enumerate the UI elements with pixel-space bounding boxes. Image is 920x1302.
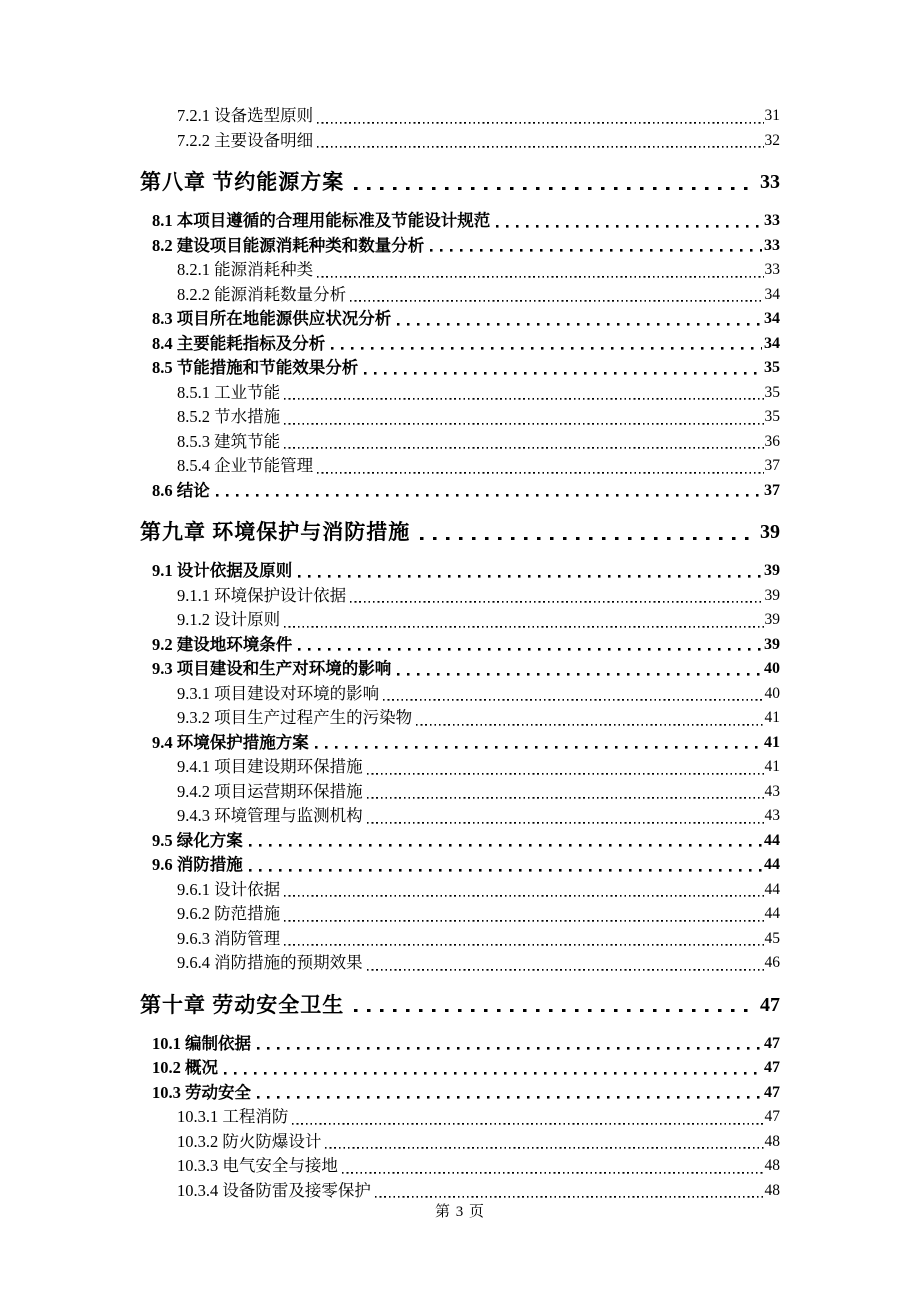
toc-entry-page: 47 (764, 1034, 780, 1052)
dot-leader (257, 1032, 762, 1057)
toc-entry-label: 8.4 主要能耗指标及分析 (152, 333, 326, 353)
toc-entry[interactable] (177, 454, 780, 479)
dot-leader (249, 829, 762, 854)
dot-leader (292, 1105, 763, 1130)
dot-leader (284, 878, 763, 903)
toc-entry[interactable] (140, 990, 780, 1020)
toc-entry-label: 9.6.2 防范措施 (177, 904, 281, 923)
dot-leader (284, 405, 763, 430)
toc-entry[interactable] (177, 1105, 780, 1130)
toc-entry[interactable] (177, 283, 780, 308)
toc-entry-label: 9.6 消防措施 (152, 855, 243, 874)
dot-leader (257, 1081, 762, 1106)
dot-leader (367, 951, 764, 976)
dot-leader (298, 633, 762, 658)
toc-entry-page: 35 (764, 383, 780, 401)
toc-entry[interactable] (177, 706, 780, 731)
toc-entry-page: 41 (764, 733, 780, 751)
toc-entry-label: 9.4 环境保护措施方案 (152, 732, 309, 752)
toc-entry-page: 37 (764, 481, 780, 499)
toc-entry[interactable] (152, 332, 780, 357)
toc-entry-page: 32 (764, 131, 780, 149)
dot-leader (331, 332, 762, 357)
toc-entry-page: 31 (764, 107, 780, 124)
toc-entry-page: 47 (764, 1059, 780, 1076)
toc-entry-label: 8.5.3 建筑节能 (177, 431, 281, 451)
dot-leader (350, 584, 763, 609)
dot-leader (325, 1130, 763, 1155)
toc-entry-page: 40 (764, 660, 780, 677)
toc-entry-label: 8.5.2 节水措施 (177, 407, 281, 426)
toc-entry[interactable] (177, 780, 780, 805)
toc-entry-label: 10.2 概况 (152, 1058, 218, 1077)
toc-entry[interactable] (177, 927, 780, 952)
toc-entry-label: 9.4.2 项目运营期环保措施 (177, 781, 363, 801)
toc-entry[interactable] (152, 479, 780, 504)
toc-entry-label: 第八章 节约能源方案 (140, 170, 345, 194)
dot-leader (317, 129, 763, 154)
toc-entry[interactable] (152, 657, 780, 682)
dot-leader (284, 902, 763, 927)
toc-entry[interactable] (140, 517, 780, 547)
toc-entry-page: 48 (764, 1132, 780, 1150)
page-number-label: 第 3 页 (434, 1204, 485, 1220)
toc-entry[interactable] (140, 167, 780, 197)
toc-entry-page: 33 (764, 261, 780, 278)
toc-entry-page: 47 (760, 993, 780, 1016)
toc-entry-page: 45 (764, 929, 780, 947)
toc-entry-page: 48 (764, 1157, 780, 1174)
dot-leader (298, 559, 762, 584)
toc-entry[interactable] (177, 258, 780, 283)
toc-entry-page: 44 (764, 856, 780, 873)
toc-entry-label: 10.3.2 防火防爆设计 (177, 1131, 322, 1151)
toc-entry-label: 10.3.1 工程消防 (177, 1107, 289, 1126)
toc-entry-label: 7.2.2 主要设备明细 (177, 130, 314, 150)
toc-entry[interactable] (152, 853, 780, 878)
toc-entry[interactable] (152, 1032, 780, 1057)
toc-entry-page: 34 (764, 334, 780, 352)
dot-leader (350, 283, 763, 308)
toc-entry-label: 10.3 劳动安全 (152, 1082, 251, 1102)
dot-leader (416, 706, 763, 731)
toc-entry-label: 9.3 项目建设和生产对环境的影响 (152, 659, 392, 678)
dot-leader (364, 356, 762, 381)
toc-entry-page: 37 (764, 457, 780, 474)
toc-entry-label: 9.6.1 设计依据 (177, 879, 281, 899)
toc-entry[interactable] (177, 1154, 780, 1179)
toc-entry-label: 8.2 建设项目能源消耗种类和数量分析 (152, 235, 425, 255)
toc-entry[interactable] (177, 755, 780, 780)
toc-entry-label: 10.1 编制依据 (152, 1033, 251, 1053)
toc-entry[interactable] (177, 129, 780, 154)
toc-entry-label: 9.5 绿化方案 (152, 830, 243, 850)
toc-entry-page: 43 (764, 782, 780, 800)
toc-entry-page: 39 (764, 586, 780, 604)
toc-entry-page: 48 (764, 1181, 780, 1199)
toc-entry-page: 44 (764, 831, 780, 849)
toc-entry-label: 9.3.2 项目生产过程产生的污染物 (177, 708, 413, 727)
dot-leader (284, 381, 763, 406)
toc-entry[interactable] (152, 234, 780, 259)
toc-entry[interactable] (177, 381, 780, 406)
toc-entry-page: 39 (764, 611, 780, 628)
toc-entry[interactable] (177, 951, 780, 976)
toc-entry[interactable] (152, 559, 780, 584)
toc-entry-label: 9.2 建设地环境条件 (152, 634, 293, 654)
dot-leader (430, 234, 762, 259)
toc-entry-page: 47 (764, 1108, 780, 1125)
toc-entry-label: 8.6 结论 (152, 480, 210, 500)
toc-entry[interactable] (177, 430, 780, 455)
toc-entry-label: 8.3 项目所在地能源供应状况分析 (152, 309, 392, 328)
toc-entry-page: 47 (764, 1083, 780, 1101)
toc-entry-label: 第十章 劳动安全卫生 (140, 992, 345, 1017)
toc-entry[interactable] (152, 209, 780, 234)
toc-entry-label: 9.4.1 项目建设期环保措施 (177, 757, 363, 776)
toc-entry-label: 9.6.4 消防措施的预期效果 (177, 953, 363, 972)
toc-entry[interactable] (152, 1081, 780, 1106)
dot-leader (317, 104, 763, 129)
toc-entry-page: 46 (764, 954, 780, 971)
toc-entry[interactable] (177, 878, 780, 903)
toc-entry[interactable] (152, 731, 780, 756)
dot-leader (284, 430, 763, 455)
dot-leader (354, 167, 756, 197)
toc-entry-page: 41 (764, 709, 780, 726)
toc-entry-label: 7.2.1 设备选型原则 (177, 106, 314, 125)
dot-leader (315, 731, 762, 756)
toc-entry-label: 9.6.3 消防管理 (177, 928, 281, 948)
toc-entry[interactable] (177, 405, 780, 430)
toc-entry-page: 35 (764, 408, 780, 425)
toc-entry-label: 9.1 设计依据及原则 (152, 561, 293, 580)
dot-leader (224, 1056, 762, 1081)
toc-entry-page: 35 (764, 359, 780, 376)
toc-entry-page: 39 (764, 562, 780, 579)
toc-entry-label: 8.5.1 工业节能 (177, 382, 281, 402)
toc-entry-label: 10.3.4 设备防雷及接零保护 (177, 1180, 371, 1200)
dot-leader (249, 853, 762, 878)
dot-leader (284, 608, 763, 633)
toc-entry-page: 34 (764, 285, 780, 303)
toc-entry[interactable] (177, 902, 780, 927)
toc-entry-page: 33 (760, 171, 780, 193)
dot-leader (367, 755, 764, 780)
toc-entry[interactable] (177, 608, 780, 633)
toc-entry-label: 9.4.3 环境管理与监测机构 (177, 806, 363, 825)
toc-entry-label: 9.1.1 环境保护设计依据 (177, 585, 347, 605)
toc-entry[interactable] (152, 633, 780, 658)
toc-entry-page: 39 (764, 635, 780, 653)
page-footer (0, 1200, 920, 1221)
toc-entry-label: 8.5.4 企业节能管理 (177, 456, 314, 475)
dot-leader (367, 780, 764, 805)
toc-entry[interactable] (152, 307, 780, 332)
dot-leader (354, 990, 756, 1020)
dot-leader (397, 657, 762, 682)
dot-leader (397, 307, 762, 332)
dot-leader (216, 479, 762, 504)
toc-entry[interactable] (152, 1056, 780, 1081)
dot-leader (317, 454, 763, 479)
toc-entry[interactable] (177, 104, 780, 129)
toc-entry[interactable] (177, 804, 780, 829)
toc-entry-label: 9.3.1 项目建设对环境的影响 (177, 683, 380, 703)
toc-entry-label: 8.2.1 能源消耗种类 (177, 260, 314, 279)
dot-leader (367, 804, 764, 829)
toc-entry[interactable] (152, 356, 780, 381)
toc-entry-page: 43 (764, 807, 780, 824)
toc-entry-label: 8.5 节能措施和节能效果分析 (152, 358, 359, 377)
toc-entry[interactable] (177, 584, 780, 609)
dot-leader (284, 927, 763, 952)
toc-entry-label: 第九章 环境保护与消防措施 (140, 520, 411, 544)
toc-entry-label: 8.1 本项目遵循的合理用能标准及节能设计规范 (152, 211, 491, 230)
toc-entry-page: 44 (764, 880, 780, 898)
toc-entry-label: 9.1.2 设计原则 (177, 610, 281, 629)
toc-entry-page: 34 (764, 310, 780, 327)
toc-entry[interactable] (177, 1130, 780, 1155)
toc-entry-page: 33 (764, 212, 780, 229)
dot-leader (383, 682, 763, 707)
toc-entry-page: 36 (764, 432, 780, 450)
dot-leader (496, 209, 762, 234)
toc-entry-page: 44 (764, 905, 780, 922)
dot-leader (420, 517, 756, 547)
toc-entry-label: 8.2.2 能源消耗数量分析 (177, 284, 347, 304)
toc-entry-page: 39 (760, 521, 780, 543)
toc-entry[interactable] (152, 829, 780, 854)
toc-entry-page: 40 (764, 684, 780, 702)
toc-entry-page: 33 (764, 236, 780, 254)
toc-list (140, 104, 780, 1203)
toc-entry-page: 41 (764, 758, 780, 775)
toc-entry-label: 10.3.3 电气安全与接地 (177, 1156, 338, 1175)
toc-entry[interactable] (177, 682, 780, 707)
dot-leader (317, 258, 763, 283)
dot-leader (342, 1154, 764, 1179)
